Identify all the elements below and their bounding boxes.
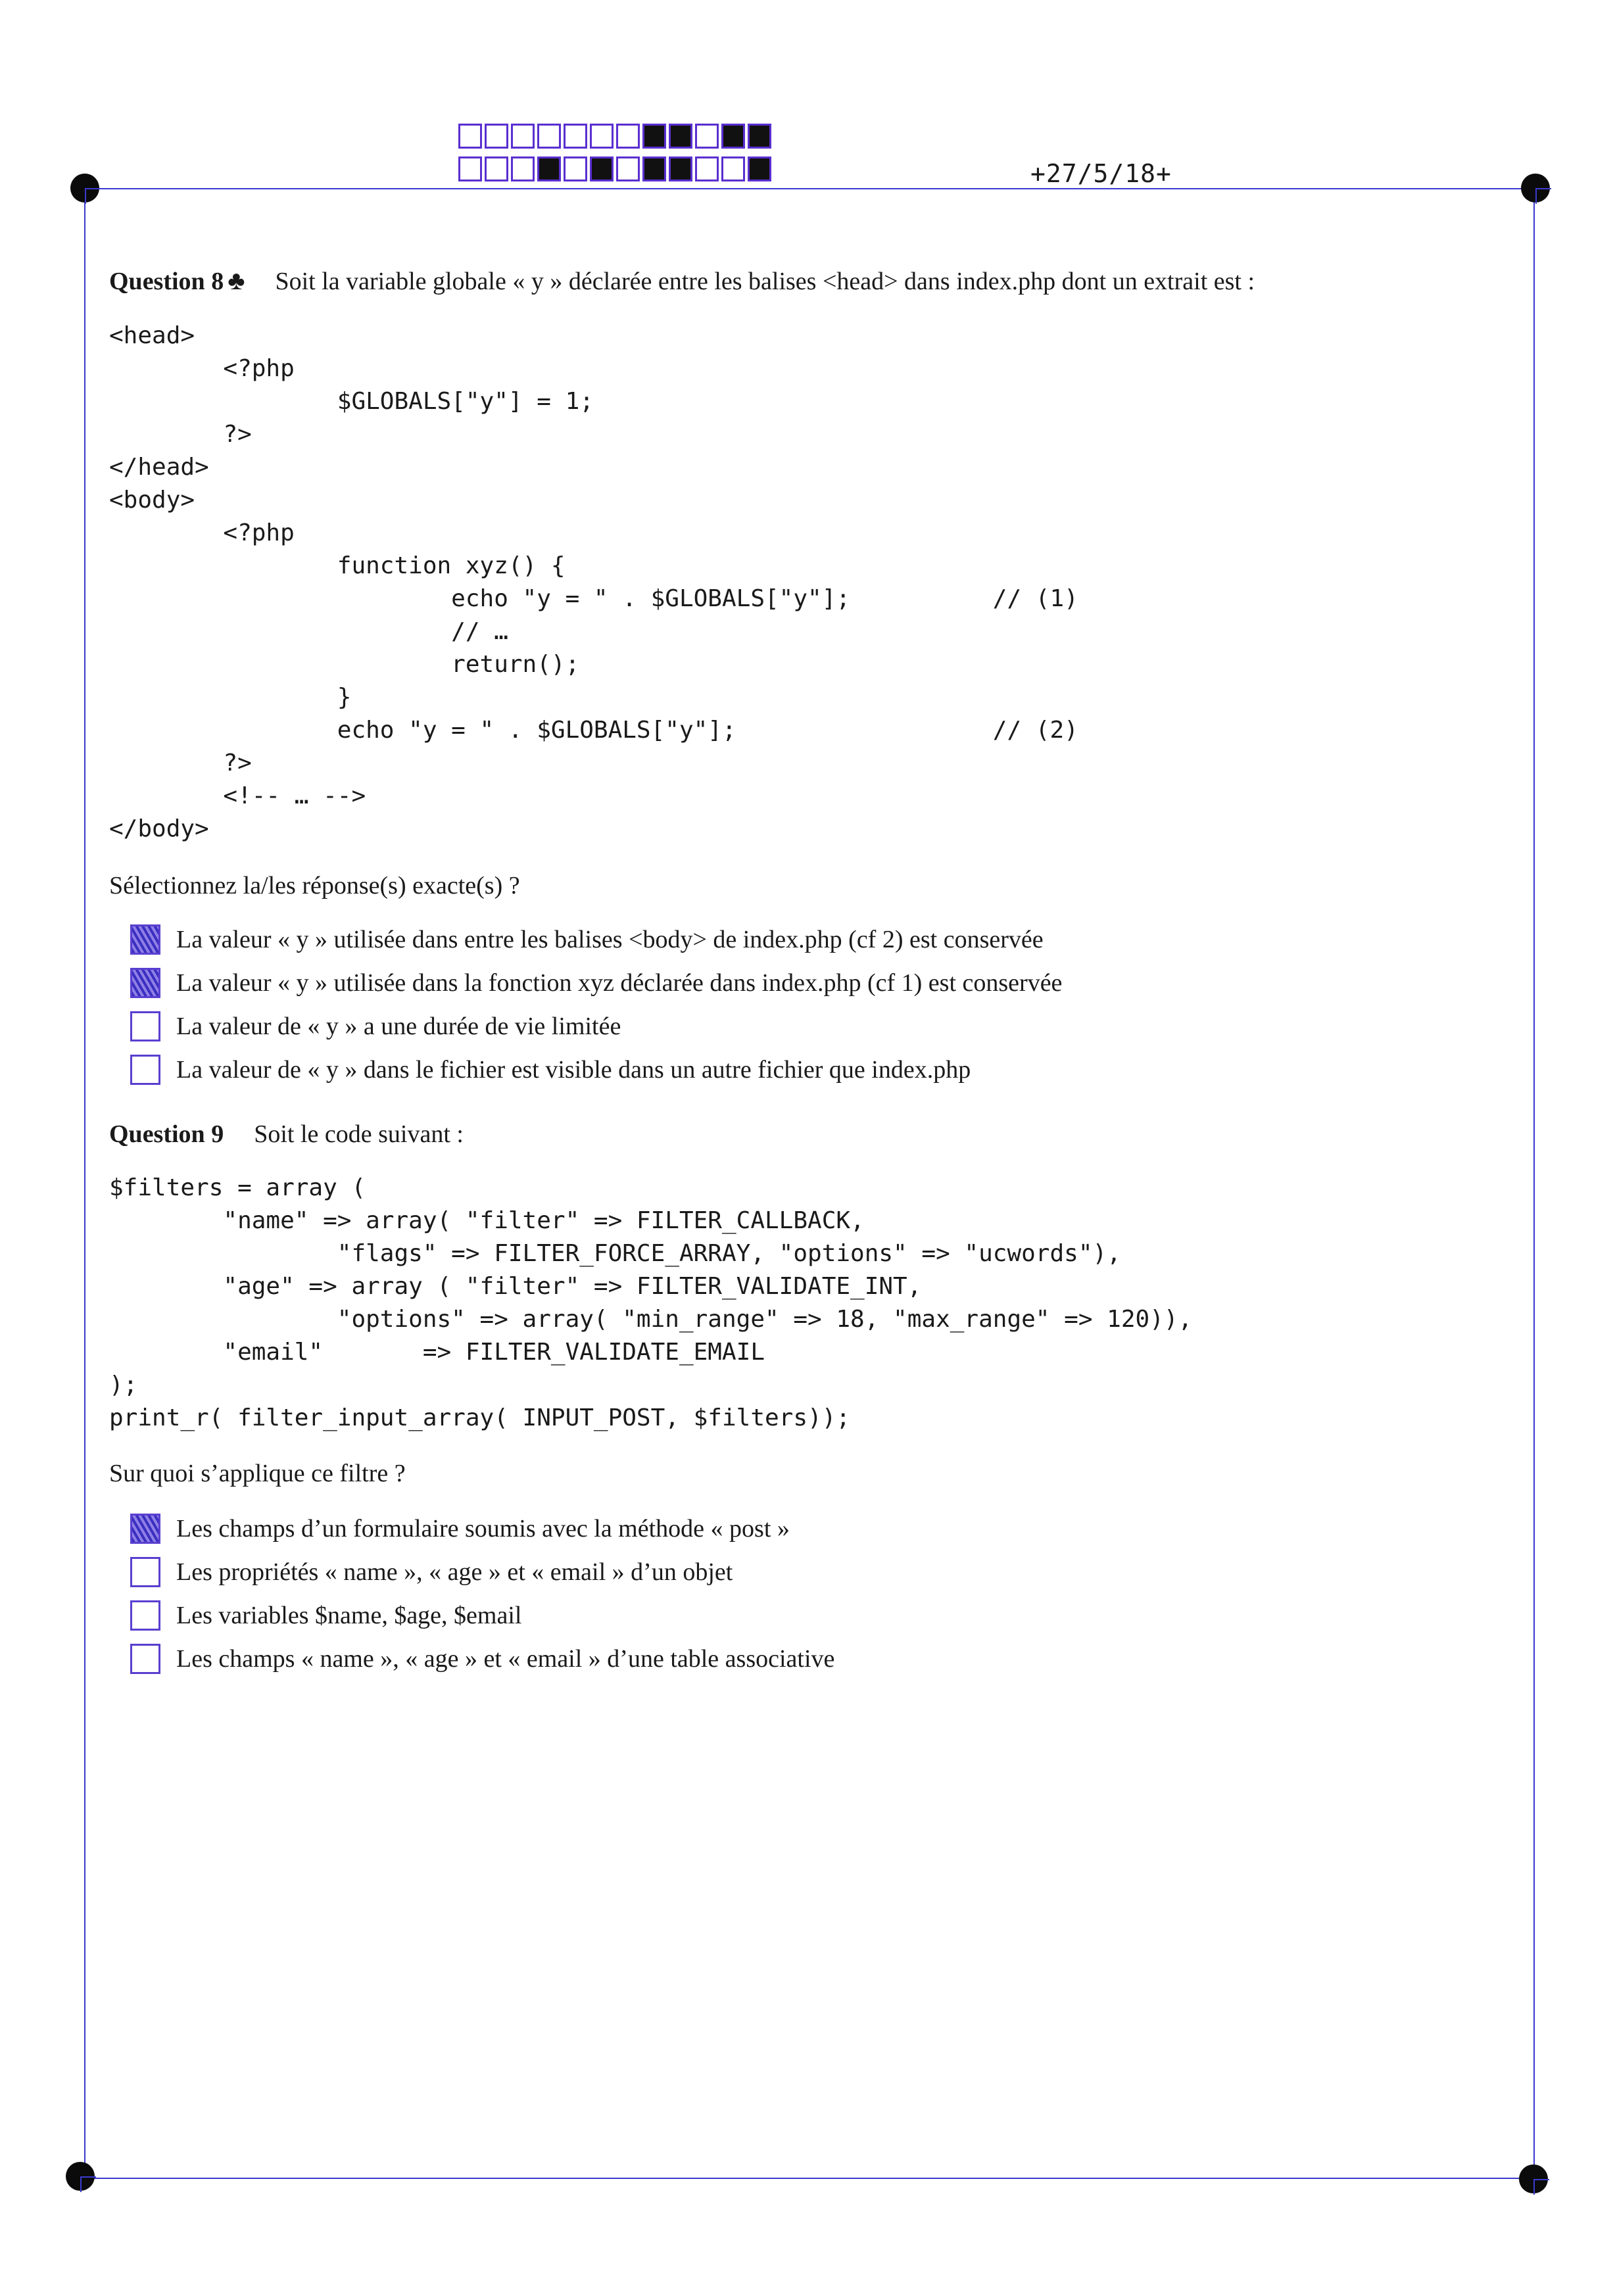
barcode-cell <box>485 156 508 181</box>
corner-mark-bottom-left <box>66 2162 95 2191</box>
barcode-cell <box>458 124 482 149</box>
answer-text: Les propriétés « name », « age » et « email » d’un objet <box>176 1558 733 1586</box>
answer-option[interactable] <box>130 1005 1062 1048</box>
question-8-header <box>109 266 1255 297</box>
barcode-cell <box>642 156 666 181</box>
question-text: Soit le code suivant : <box>254 1120 464 1148</box>
answer-text: Les champs d’un formulaire soumis avec la méthode « post » <box>176 1515 790 1543</box>
question-text: Soit la variable globale « y » déclarée entre les balises <head> dans index.php dont un extrait est : <box>275 268 1255 295</box>
question-9-header <box>109 1119 464 1149</box>
barcode-cell <box>695 156 719 181</box>
answer-text: Les champs « name », « age » et « email » d’une table associative <box>176 1645 835 1673</box>
code-snippet-q9: $filters = array ( "name" => array( "filter" => FILTER_CALLBACK, "flags" => FILTER_FORCE_ARRAY, "options" => "ucwords"), "age" => array ( "filter" => FILTER_VALIDATE_INT, "options" => array( "min_range" => 18, "max_range" => 120)), "email" => FILTER_VALIDATE_EMAIL ); print_r( filter_input_array( INPUT_POST, $filters)); <box>109 1174 1193 1431</box>
answer-option[interactable] <box>130 1048 1062 1091</box>
corner-mark-top-right <box>1521 174 1550 203</box>
barcode-cell <box>485 124 508 149</box>
checkbox[interactable] <box>130 1600 160 1631</box>
answer-option[interactable] <box>130 918 1062 961</box>
code-snippet-q8: <head> <?php $GLOBALS["y"] = 1; ?> </head> <body> <?php function xyz() { echo "y = " . $GLOBALS["y"]; // (1) // … return(); } echo "y = " . $GLOBALS["y"]; // (2) ?> <!-- … --> </body> <box>109 322 1078 842</box>
answer-text: La valeur « y » utilisée dans entre les balises <body> de index.php (cf 2) est conservée <box>176 926 1044 953</box>
checked-checkbox[interactable] <box>130 924 160 955</box>
barcode-cell <box>748 124 771 149</box>
answer-text: La valeur de « y » a une durée de vie limitée <box>176 1013 621 1040</box>
barcode-cell <box>537 124 561 149</box>
question-9-prompt: Sur quoi s’applique ce filtre ? <box>109 1460 406 1487</box>
barcode-row-1 <box>458 124 774 149</box>
corner-mark-bottom-right <box>1519 2164 1548 2193</box>
answer-option[interactable] <box>130 1507 834 1550</box>
barcode-cell <box>511 156 535 181</box>
checkbox[interactable] <box>130 1644 160 1674</box>
checkbox[interactable] <box>130 1011 160 1041</box>
checkbox[interactable] <box>130 1557 160 1587</box>
barcode-cell <box>590 124 614 149</box>
barcode-cell <box>669 156 692 181</box>
answer-text: Les variables $name, $age, $email <box>176 1602 522 1629</box>
barcode-cell <box>537 156 561 181</box>
page-id: +27/5/18+ <box>1030 159 1172 188</box>
barcode-cell <box>590 156 614 181</box>
barcode-cell <box>616 124 640 149</box>
barcode-cell <box>564 156 587 181</box>
barcode-cell <box>748 156 771 181</box>
checked-checkbox[interactable] <box>130 968 160 998</box>
barcode-cell <box>669 124 692 149</box>
answer-text: La valeur de « y » dans le fichier est visible dans un autre fichier que index.php <box>176 1056 971 1084</box>
answer-option[interactable] <box>130 1637 834 1681</box>
barcode-row-2 <box>458 156 774 181</box>
barcode-cell <box>564 124 587 149</box>
answer-text: La valeur « y » utilisée dans la fonction xyz déclarée dans index.php (cf 1) est conservée <box>176 969 1063 997</box>
question-9-answers <box>130 1507 834 1681</box>
barcode-cell <box>616 156 640 181</box>
barcode-cell <box>721 156 745 181</box>
barcode-cell <box>721 124 745 149</box>
corner-mark-top-left <box>70 174 99 203</box>
answer-option[interactable] <box>130 961 1062 1005</box>
barcode-cell <box>511 124 535 149</box>
question-8-prompt: Sélectionnez la/les réponse(s) exacte(s) ? <box>109 872 520 899</box>
answer-option[interactable] <box>130 1550 834 1594</box>
barcode-cell <box>695 124 719 149</box>
checkbox[interactable] <box>130 1055 160 1085</box>
answer-option[interactable] <box>130 1594 834 1637</box>
question-8-answers <box>130 918 1062 1091</box>
question-label: Question 8 ♣ <box>109 266 245 295</box>
club-icon: ♣ <box>228 266 245 295</box>
barcode-cell <box>642 124 666 149</box>
barcode-cell <box>458 156 482 181</box>
checked-checkbox[interactable] <box>130 1514 160 1544</box>
question-label: Question 9 <box>109 1120 224 1148</box>
